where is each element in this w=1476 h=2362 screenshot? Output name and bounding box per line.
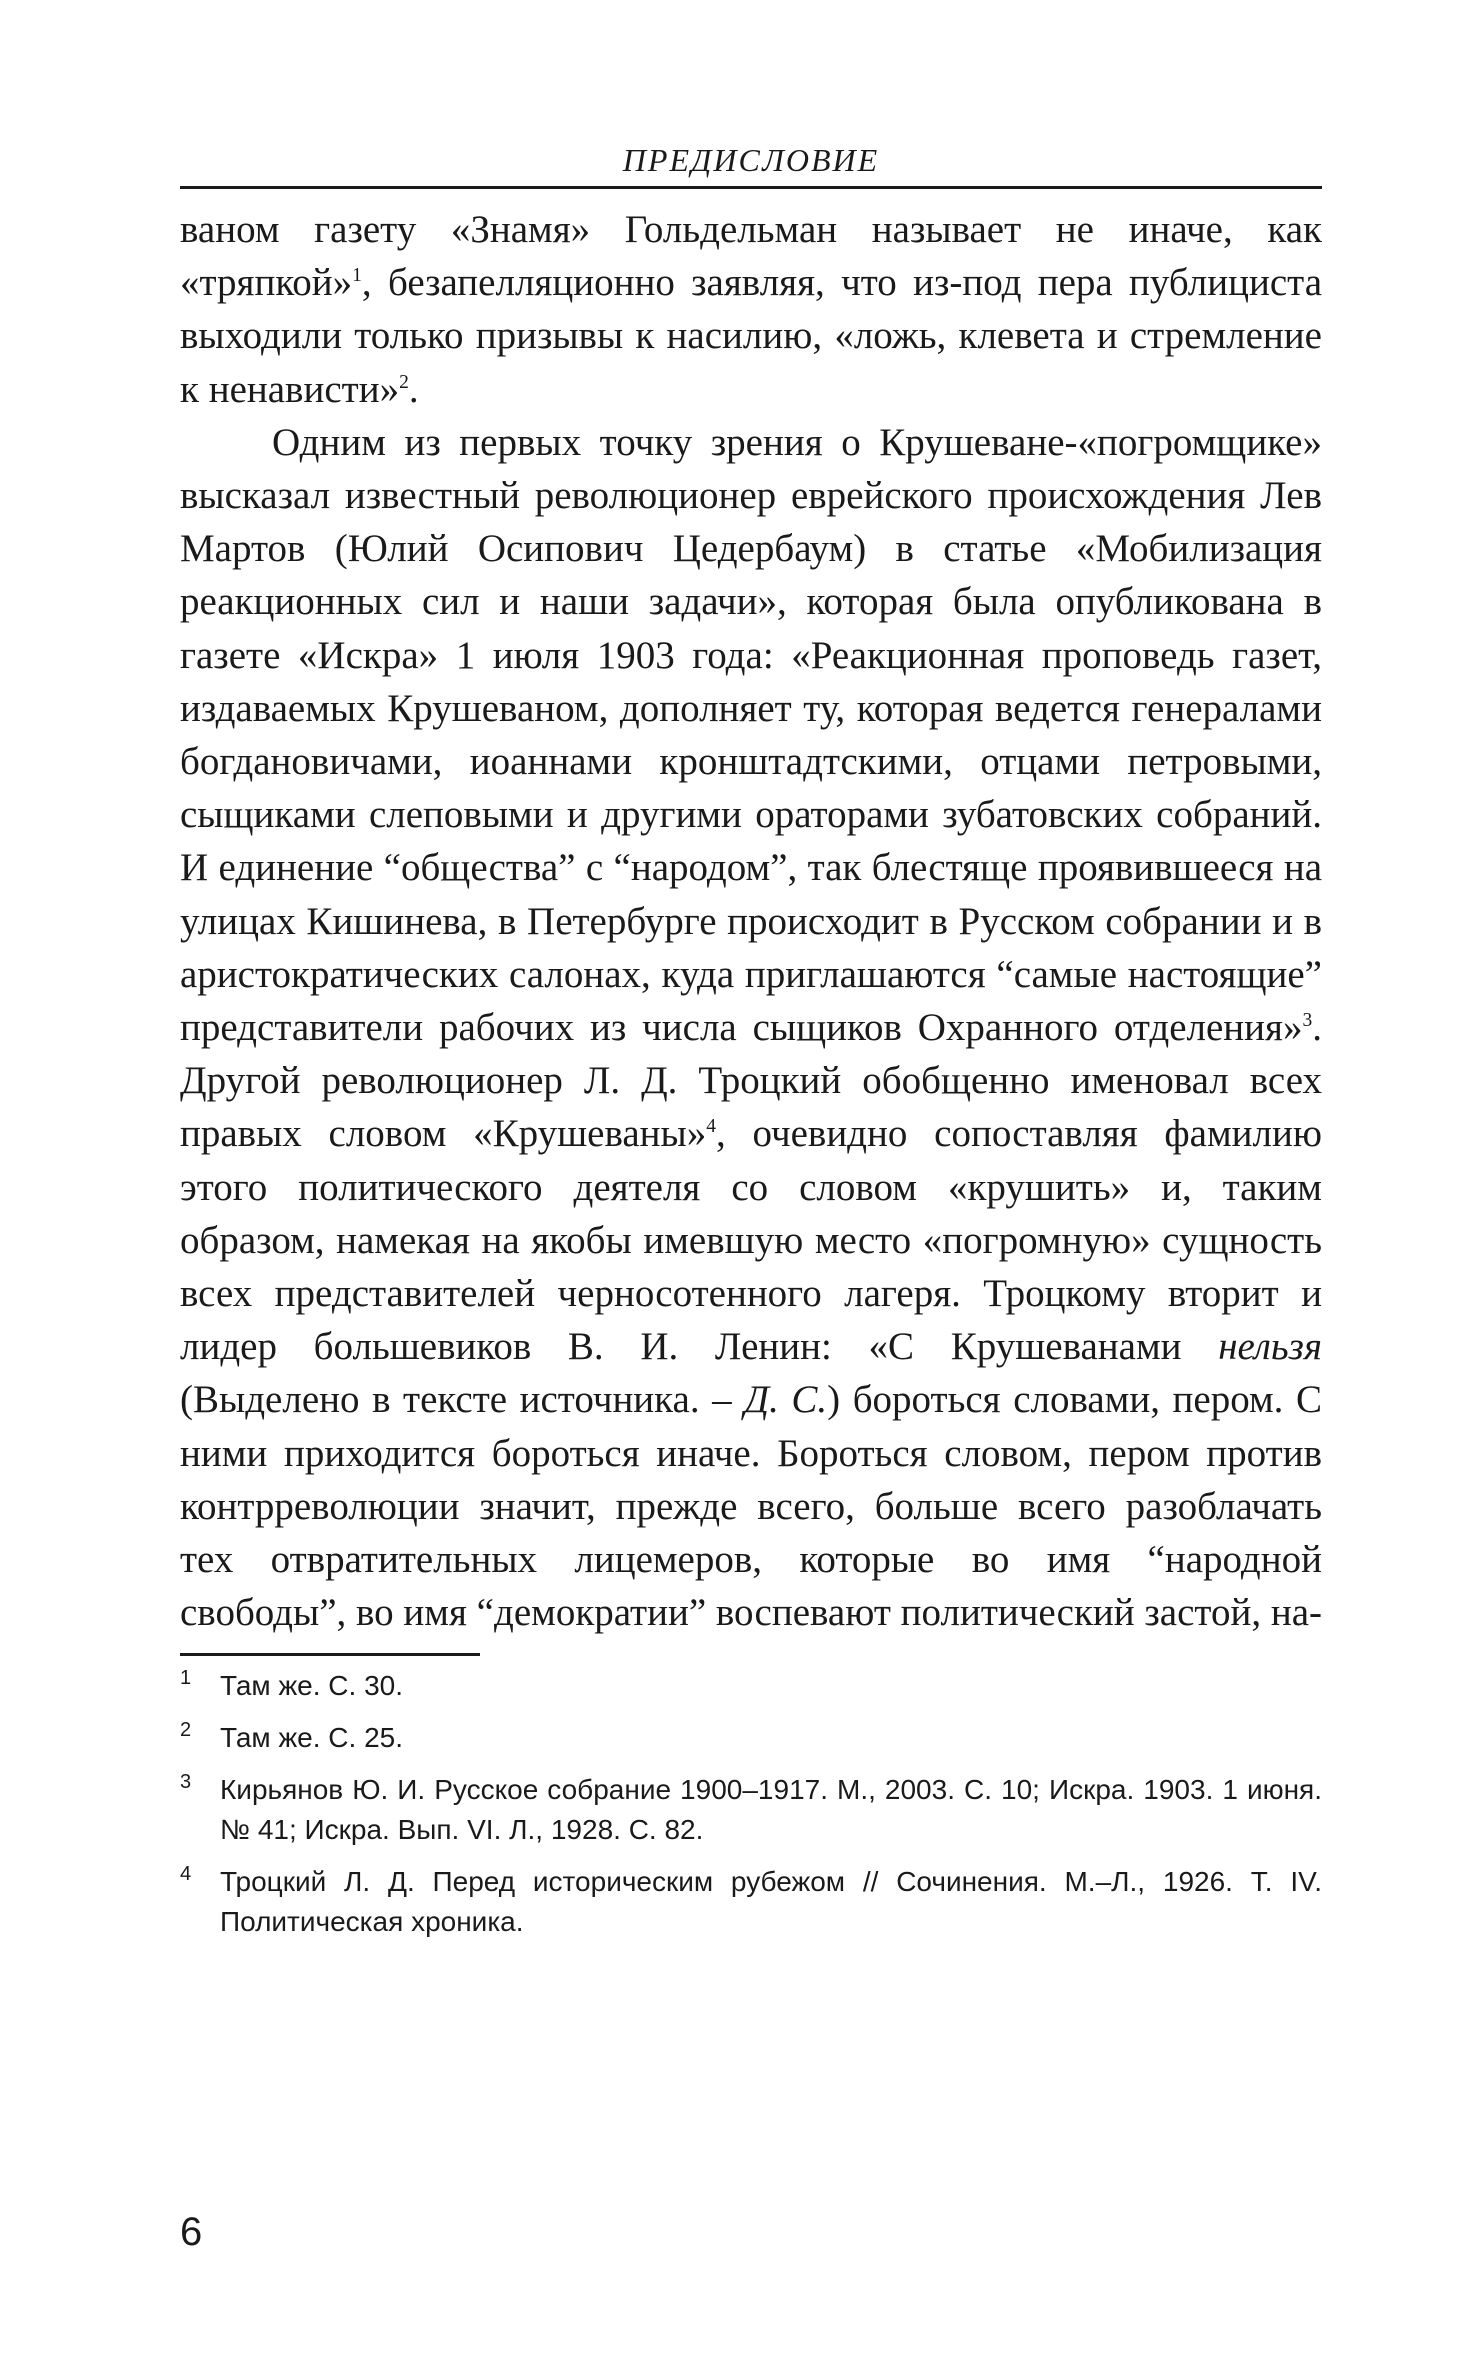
footnote-4	[180, 1862, 1322, 1942]
footnote-ref-1[interactable]: 1	[352, 265, 362, 287]
footnote-2	[180, 1718, 1322, 1758]
p1-text-1: ваном газету «Знамя» Гольдельман называет не иначе, как «тряпкой»	[180, 208, 1322, 305]
book-page	[180, 140, 1322, 1954]
footnote-ref-3[interactable]: 3	[1302, 1010, 1313, 1032]
footnote-number: 4	[180, 1863, 192, 1886]
footnotes	[180, 1666, 1322, 1942]
footnote-text: Троцкий Л. Д. Перед историческим рубежом // Сочинения. М.–Л., 1926. Т. IV. Политическая хроника.	[220, 1866, 1322, 1938]
body-text	[180, 203, 1322, 1639]
footnote-number: 1	[180, 1667, 192, 1690]
footnote-text: Там же. С. 30.	[220, 1670, 404, 1702]
p2-text-3: , очевидно сопоставляя фамилию этого политического деятеля со словом «крушить» и, таким образом, намекая на якобы имевшую место «погромную» сущность всех представителей черносотенного лагеря. Троцкому вторит и лидер большевиков В. И. Ленин: «С Крушеванами	[180, 1112, 1322, 1369]
footnote-1	[180, 1666, 1322, 1706]
page-number: 6	[180, 2210, 203, 2254]
running-head: ПРЕДИСЛОВИЕ	[180, 140, 1322, 189]
p1-text-2: , безапелляционно заявляя, что из-под пера публициста выходили только призывы к насилию, «ложь, клевета и стремление к ненависти»	[180, 261, 1322, 411]
paragraph-2	[180, 416, 1322, 1640]
emphasis-initials: Д. С.	[744, 1378, 828, 1422]
paragraph-1	[180, 203, 1322, 416]
footnote-text: Там же. С. 25.	[220, 1722, 404, 1754]
footnote-text: Кирьянов Ю. И. Русское собрание 1900–1917. М., 2003. С. 10; Искра. 1903. 1 июня. № 41; Искра. Вып. VI. Л., 1928. С. 82.	[220, 1774, 1322, 1846]
footnote-separator	[180, 1653, 480, 1656]
p2-text-5: ) бороться словами, пером. С ними приходится бороться иначе. Бороться словом, пером против контрреволюции значит, прежде всего, больше всего разоблачать тех отвратительных лицемеров, которые во имя “народной свободы”, во имя “демократии” воспевают политический застой, на-	[180, 1378, 1323, 1635]
footnote-number: 2	[180, 1719, 192, 1742]
footnote-number: 3	[180, 1771, 192, 1794]
emphasis-nelzya: нельзя	[1218, 1325, 1322, 1369]
p2-text-4: (Выделено в тексте источника. –	[180, 1378, 745, 1422]
p2-text-1: Одним из первых точку зрения о Крушеване-«погромщике» высказал известный революционер еврейского происхождения Лев Мартов (Юлий Осипович Цедербаум) в статье «Мобилизация реакционных сил и наши задачи», которая была опубликована в газете «Искра» 1 июля 1903 года: «Реакционная проповедь газет, издаваемых Крушеваном, дополняет ту, которая ведется генералами богдановичами, иоаннами кронштадтскими, отцами петровыми, сыщиками слеповыми и другими ораторами зубатовских собраний. И единение “общества” с “народом”, так блестяще проявившееся на улицах Кишинева, в Петербурге происходит в Русском собрании и в аристократических салонах, куда приглашаются “самые настоящие” представители рабочих из числа сыщиков Охранного отделения»	[180, 420, 1322, 1050]
footnote-ref-4[interactable]: 4	[706, 1116, 716, 1138]
p2-text-2: . Другой революционер Л. Д. Троцкий обобщенно именовал всех правых словом «Крушеваны»	[180, 1006, 1322, 1156]
footnote-3	[180, 1770, 1322, 1850]
p1-text-3: .	[408, 367, 419, 411]
footnote-ref-2[interactable]: 2	[399, 371, 409, 393]
